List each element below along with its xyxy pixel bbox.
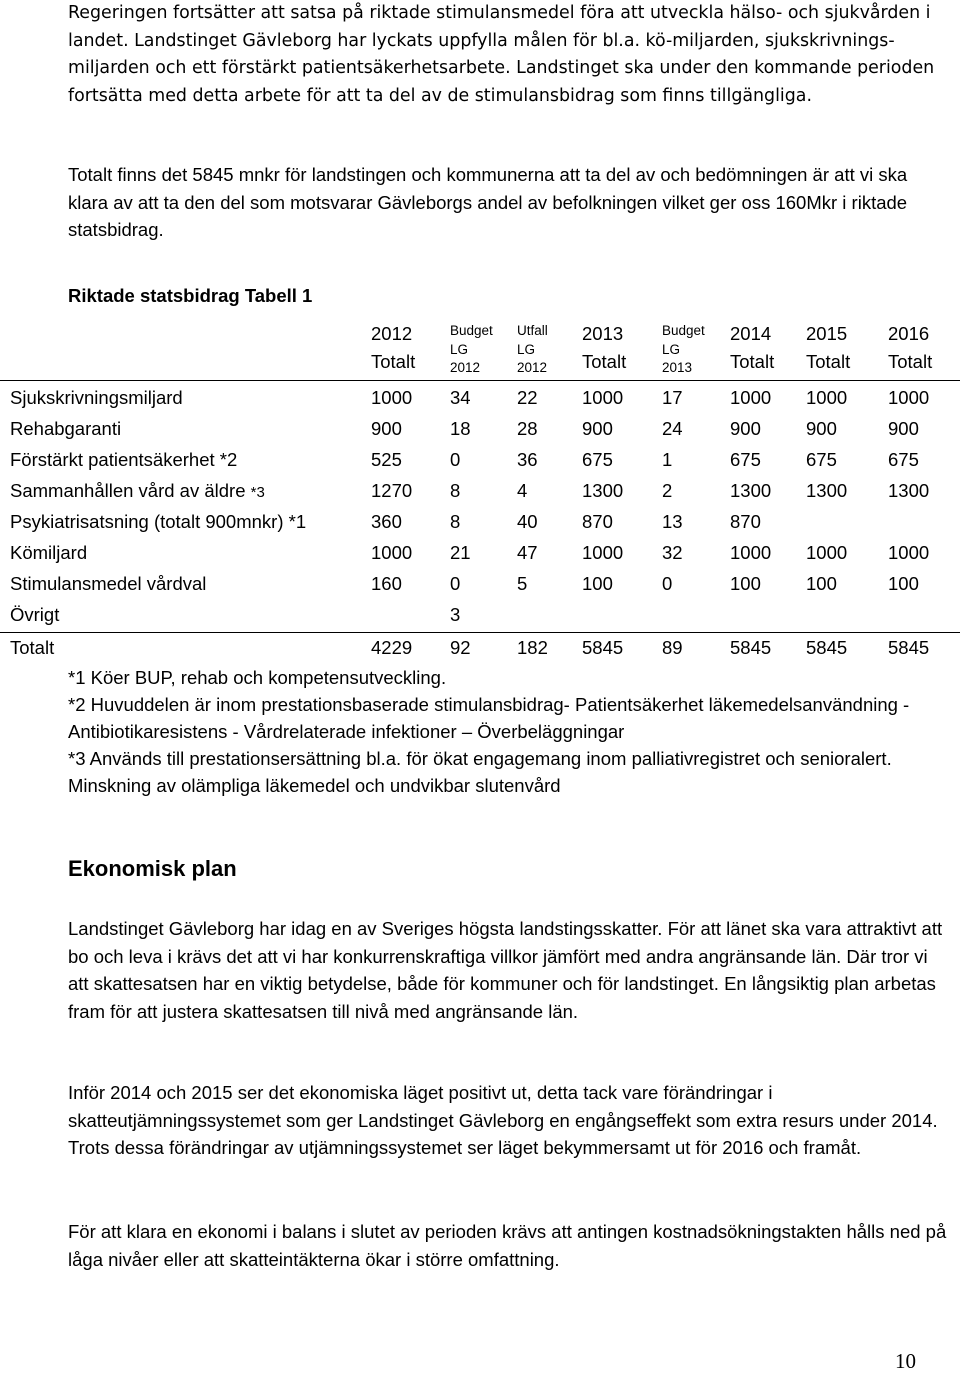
- cell-value: 1000: [371, 542, 413, 563]
- cell-value: 24: [662, 418, 683, 439]
- header-rule: [0, 380, 960, 381]
- table-title: Riktade statsbidrag Tabell 1: [68, 285, 313, 306]
- cell-value: 1000: [888, 387, 930, 408]
- cell-value: 1000: [806, 542, 848, 563]
- row-label-text: Stimulansmedel vårdval: [10, 573, 207, 594]
- row-label: [10, 475, 265, 508]
- header-2016-total: 2016 Totalt: [888, 323, 933, 372]
- cell-value: 36: [517, 449, 538, 470]
- cell-value: 22: [517, 387, 538, 408]
- table-row: [0, 506, 960, 537]
- cell-value: 8: [450, 511, 461, 532]
- balance-paragraph: För att klara en ekonomi i balans i slutet av perioden krävs att antingen kostnadsökningstakten hålls ned på låga nivåer eller att skatteintäkterna ökar i större omfattning.: [68, 1221, 947, 1270]
- header-utfall-lg-2012: Utfall LG 2012: [517, 323, 548, 375]
- row-footnote-mark: *3: [250, 484, 265, 501]
- total-value: 182: [517, 637, 548, 658]
- table-row: [0, 475, 960, 506]
- cell-value: 525: [371, 449, 402, 470]
- cell-value: 3: [450, 604, 461, 625]
- row-label: [10, 444, 237, 475]
- cell-value: 160: [371, 573, 402, 594]
- header-2013-total: 2013 Totalt: [582, 323, 627, 372]
- cell-value: 34: [450, 387, 471, 408]
- cell-value: 1000: [806, 387, 848, 408]
- cell-value: 675: [730, 449, 761, 470]
- row-label-text: Sammanhållen vård av äldre: [10, 480, 246, 501]
- table-row: [0, 413, 960, 444]
- row-label-text: Sjukskrivningsmiljard: [10, 387, 183, 408]
- total-label: Totalt: [10, 637, 55, 658]
- cell-value: 1000: [888, 542, 930, 563]
- row-label-text: Rehabgaranti: [10, 418, 122, 439]
- header-budget-lg-2012: Budget LG 2012: [450, 323, 493, 375]
- cell-value: 1300: [582, 480, 624, 501]
- cell-value: 47: [517, 542, 538, 563]
- total-value: 5845: [730, 637, 772, 658]
- row-label: [10, 537, 87, 568]
- cell-value: 100: [806, 573, 837, 594]
- cell-value: 0: [662, 573, 673, 594]
- cell-value: 18: [450, 418, 471, 439]
- table-row: [0, 444, 960, 475]
- page-number: 10: [895, 1349, 916, 1373]
- cell-value: 0: [450, 573, 461, 594]
- cell-value: 1300: [806, 480, 848, 501]
- header-2012-total: 2012 Totalt: [371, 323, 416, 372]
- cell-value: 32: [662, 542, 683, 563]
- row-label-text: Förstärkt patientsäkerhet *2: [10, 449, 238, 470]
- cell-value: 900: [371, 418, 402, 439]
- row-label: [10, 413, 121, 444]
- cell-value: 2: [662, 480, 673, 501]
- row-label: [10, 599, 59, 630]
- cell-value: 17: [662, 387, 683, 408]
- cell-value: 5: [517, 573, 528, 594]
- funding-paragraph: Totalt finns det 5845 mnkr för landstingen och kommunerna att ta del av och bedömningen är att vi ska klara av att ta den del som motsvarar Gävleborgs andel av befolkningen vilket ger oss 160Mkr i riktade statsbidrag.: [68, 164, 908, 240]
- table-row: [0, 599, 960, 630]
- total-value: 92: [450, 637, 471, 658]
- cell-value: 870: [582, 511, 613, 532]
- total-value: 5845: [888, 637, 930, 658]
- cell-value: 1300: [730, 480, 772, 501]
- table-footnotes: [68, 664, 948, 799]
- cell-value: 4: [517, 480, 528, 501]
- table-row: [0, 568, 960, 599]
- cell-value: 1270: [371, 480, 413, 501]
- total-value: 5845: [806, 637, 848, 658]
- table-row: [0, 537, 960, 568]
- cell-value: 675: [888, 449, 919, 470]
- cell-value: 1000: [582, 387, 624, 408]
- cell-value: 100: [730, 573, 761, 594]
- total-value: 89: [662, 637, 683, 658]
- cell-value: 40: [517, 511, 538, 532]
- outlook-paragraph: Inför 2014 och 2015 ser det ekonomiska läget positivt ut, detta tack vare förändringar i skatteutjämningssystemet som ger Landstinget Gävleborg en engångseffekt som extra resurs under 2014. Trots dessa förändringar av utjämningssystemet ser läget bekymmersamt ut för 2016 och framåt.: [68, 1082, 938, 1158]
- cell-value: 13: [662, 511, 683, 532]
- cell-value: 900: [730, 418, 761, 439]
- row-label: [10, 382, 183, 413]
- cell-value: 675: [806, 449, 837, 470]
- footnote-1: *1 Köer BUP, rehab och kompetensutveckling.: [68, 667, 447, 688]
- header-2015-total: 2015 Totalt: [806, 323, 851, 372]
- cell-value: 900: [806, 418, 837, 439]
- table-row: [0, 382, 960, 413]
- cell-value: 1: [662, 449, 673, 470]
- row-label-text: Övrigt: [10, 604, 60, 625]
- cell-value: 100: [582, 573, 613, 594]
- row-label-text: Psykiatrisatsning (totalt 900mnkr) *1: [10, 511, 307, 532]
- cell-value: 900: [582, 418, 613, 439]
- cell-value: 900: [888, 418, 919, 439]
- cell-value: 1000: [730, 542, 772, 563]
- row-label: [10, 506, 306, 537]
- tax-paragraph: Landstinget Gävleborg har idag en av Sveriges högsta landstingsskatter. För att länet ska vara attraktivt att bo och leva i krävs det att vi har konkurrenskraftiga villkor jämfört med andra angränsande län. Där tror vi att skattesatsen har en viktig betydelse, både för kommuner och för landstinget. En långsiktig plan arbetas fram för att justera skattesatsen till nivå med angränsande län.: [68, 918, 943, 1022]
- total-value: 5845: [582, 637, 624, 658]
- cell-value: 8: [450, 480, 461, 501]
- footnote-2: *2 Huvuddelen är inom prestationsbaserade stimulansbidrag- Patientsäkerhet läkemedelsanvändning - Antibiotikaresistens - Vårdrelaterade infektioner – Överbeläggningar: [68, 694, 910, 742]
- section-heading: Ekonomisk plan: [68, 856, 237, 881]
- cell-value: 675: [582, 449, 613, 470]
- footnote-3: *3 Används till prestationsersättning bl.a. för ökat engagemang inom palliativregistret och senioralert. Minskning av olämpliga läkemedel och undvikbar slutenvård: [68, 748, 892, 796]
- cell-value: 1300: [888, 480, 930, 501]
- header-budget-lg-2013: Budget LG 2013: [662, 323, 705, 375]
- total-row: [0, 632, 960, 663]
- cell-value: 360: [371, 511, 402, 532]
- total-value: 4229: [371, 637, 413, 658]
- row-label-text: Kömiljard: [10, 542, 88, 563]
- cell-value: 1000: [730, 387, 772, 408]
- cell-value: 28: [517, 418, 538, 439]
- cell-value: 1000: [371, 387, 413, 408]
- cell-value: 870: [730, 511, 761, 532]
- cell-value: 21: [450, 542, 471, 563]
- intro-paragraph: Regeringen fortsätter att satsa på riktade stimulansmedel föra att utveckla hälso- och sjukvården i landet. Landstinget Gävleborg har lyckats uppfylla målen för bl.a. kö-miljarden, sjukskrivnings-miljarden och ett förstärkt patientsäkerhetsarbete. Landstinget ska under den kommande perioden fortsätta med detta arbete för att ta del av de stimulansbidrag som finns tillgängliga.: [68, 3, 935, 106]
- row-label: [10, 568, 206, 599]
- header-2014-total: 2014 Totalt: [730, 323, 775, 372]
- cell-value: 1000: [582, 542, 624, 563]
- cell-value: 0: [450, 449, 461, 470]
- cell-value: 100: [888, 573, 919, 594]
